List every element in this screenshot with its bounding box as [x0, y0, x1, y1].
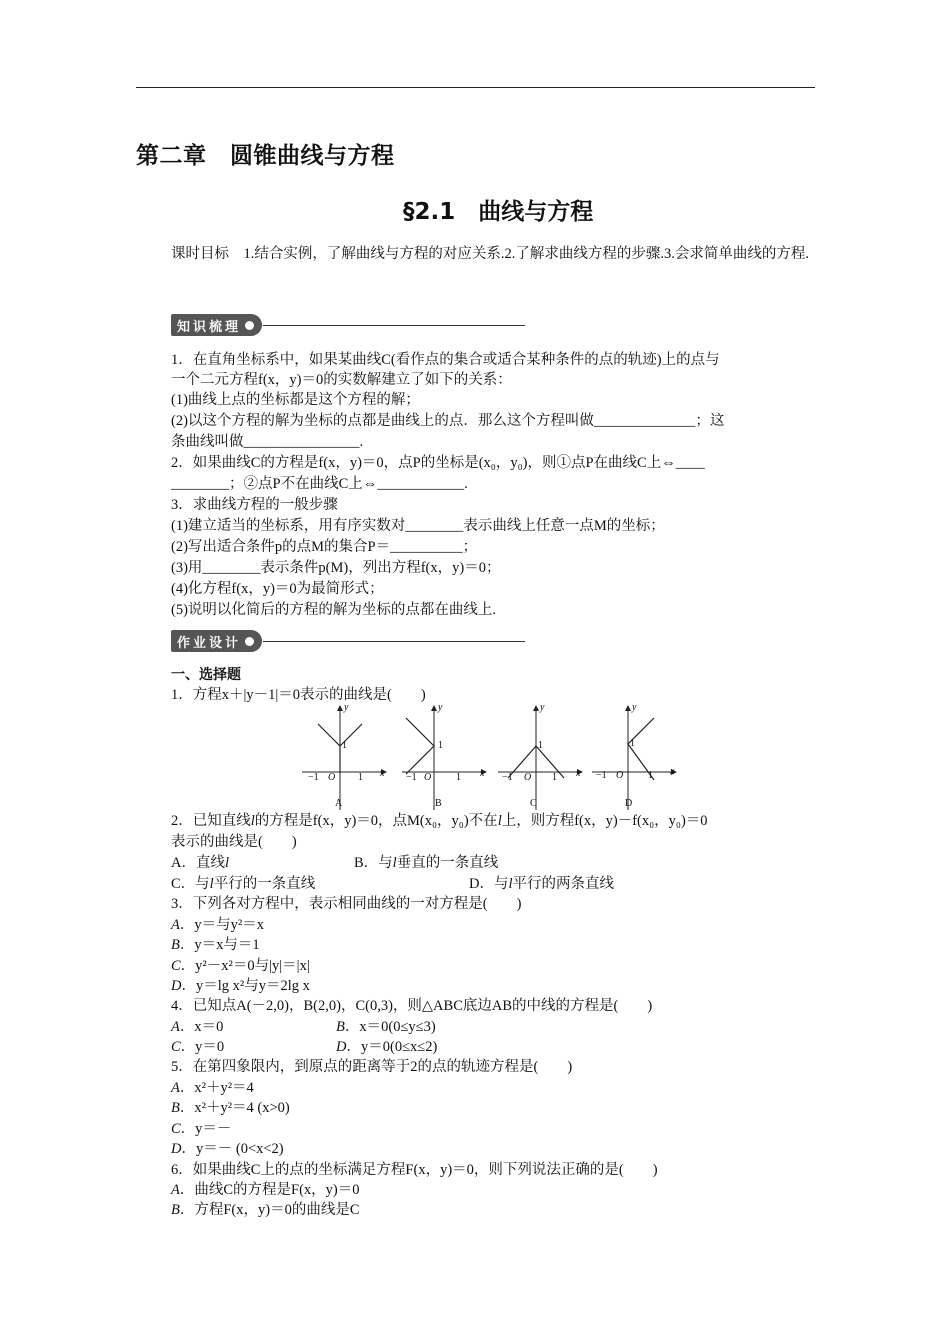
q2-text-3: 上，则方程f(x，y)－f(x₀，y₀)＝0: [501, 813, 708, 829]
opt-letter: C: [171, 958, 181, 974]
badge-dot-icon: [245, 637, 254, 646]
q5-b-text: x²＋y²＝4 (x>0): [194, 1100, 290, 1116]
graph-d: [592, 706, 676, 810]
q3-option-a: [171, 915, 264, 936]
graph-a-x-label: x: [380, 768, 385, 779]
graph-b-neg-one: −1: [406, 772, 417, 783]
q5-c-text: y＝－: [195, 1121, 232, 1137]
opt-letter: D: [171, 978, 182, 994]
graph-a-origin: O: [328, 772, 336, 783]
knowledge-1c: (1)曲线上点的坐标都是这个方程的解；: [171, 392, 420, 408]
question-5: 5．在第四象限内，到原点的距离等于2的点的轨迹方程是( ): [171, 1059, 573, 1075]
graph-a-neg-one: −1: [308, 772, 319, 783]
knowledge-1b: 一个二元方程f(x，y)＝0的实数解建立了如下的关系：: [171, 372, 512, 388]
graph-c-origin: O: [524, 772, 532, 783]
q4-b-text: x＝0(0≤y≤3): [359, 1019, 436, 1035]
graph-d-origin: O: [616, 770, 624, 781]
q4-option-c: [171, 1037, 224, 1058]
question-4: 4．已知点A(－2,0)，B(2,0)，C(0,3)，则△ABC底边AB的中线的方程是( ): [171, 998, 653, 1014]
opt-dot: ．: [179, 1019, 195, 1035]
opt-letter: C: [171, 1121, 181, 1137]
badge-text: 知识梳理: [177, 319, 242, 335]
q4-a-text: x＝0: [194, 1019, 224, 1035]
graph-c-one-x: 1: [552, 772, 557, 783]
graph-c-y-label: y: [540, 702, 545, 713]
q2-b-text-2: 垂直的一条直线: [396, 855, 499, 871]
graph-a-one-label: 1: [342, 740, 347, 751]
q3-a-text: y＝与y²＝x: [194, 917, 264, 933]
question-6: 6．如果曲线C上的点的坐标满足方程F(x，y)＝0，则下列说法正确的是( ): [171, 1162, 658, 1178]
knowledge-1d: (2)以这个方程的解为坐标的点都是曲线上的点．那么这个方程叫做______________；这: [171, 413, 725, 429]
graph-d-one-label: 1: [630, 738, 635, 749]
q2-a-l: l: [224, 855, 230, 871]
graphs-svg: [298, 700, 682, 812]
q2-c-l: l: [209, 876, 214, 892]
graph-b-caption: B: [435, 798, 442, 809]
opt-letter: D: [171, 1141, 182, 1157]
question-1-graphs: [298, 700, 682, 812]
graph-a-one-x: 1: [358, 772, 363, 783]
q3-option-b: [171, 935, 260, 956]
q5-a-text: x²＋y²＝4: [194, 1080, 254, 1096]
graph-b: [402, 706, 486, 810]
opt-letter: A: [171, 917, 180, 933]
q6-b-text: 方程F(x，y)＝0的曲线是C: [194, 1202, 360, 1218]
opt-letter: A: [171, 1080, 180, 1096]
q4-d-text: y＝0(0≤x≤2): [360, 1039, 438, 1055]
q4-option-d: [336, 1037, 437, 1058]
q4-c-text: y＝0: [195, 1039, 225, 1055]
section-choice-questions: 一、选择题: [171, 667, 241, 683]
q2-a-text: A．直线: [171, 855, 225, 871]
question-2a: [171, 811, 708, 832]
q2-b-text-1: B．与: [354, 855, 393, 871]
graph-c: [498, 706, 582, 810]
q5-option-c: [171, 1119, 231, 1140]
graph-a-y-label: y: [344, 702, 349, 713]
knowledge-3: 3．求曲线方程的一般步骤: [171, 497, 338, 513]
q2-option-a: [171, 853, 229, 874]
graph-a: [302, 706, 386, 810]
graph-d-neg-one: −1: [596, 770, 607, 781]
q3-c-text: y²－x²＝0与|y|＝|x|: [195, 958, 310, 974]
q4-option-a: [171, 1017, 223, 1038]
graph-b-one-x: 1: [456, 772, 461, 783]
graph-b-x-label: x: [480, 768, 485, 779]
homework-badge: [171, 630, 525, 652]
graph-d-one-x: 1: [648, 770, 653, 781]
graph-d-y-label: y: [632, 702, 637, 713]
q3-b-text: y＝x与＝1: [194, 937, 260, 953]
q2-l-2: l: [497, 813, 502, 829]
q2-d-l: l: [508, 876, 513, 892]
graph-c-neg-one: −1: [502, 772, 513, 783]
knowledge-badge: [171, 314, 525, 336]
knowledge-2b: ________；②点P不在曲线C上⇔____________.: [171, 476, 468, 492]
opt-dot: ．: [180, 1039, 196, 1055]
q2-option-c: [171, 874, 315, 895]
opt-dot: ．: [179, 1182, 195, 1198]
q2-c-text-2: 平行的一条直线: [213, 876, 316, 892]
badge-text: 作业设计: [177, 635, 242, 651]
graph-c-x-label: x: [576, 768, 581, 779]
opt-letter: A: [171, 1182, 180, 1198]
q5-d-text: y＝－ (0<x<2): [195, 1141, 284, 1157]
opt-dot: ．: [181, 978, 196, 994]
q6-a-text: 曲线C的方程是F(x，y)＝0: [194, 1182, 360, 1198]
knowledge-3b: (2)写出适合条件p的点M的集合P＝__________；: [171, 539, 478, 555]
q2-d-text-2: 平行的两条直线: [512, 876, 615, 892]
badge-rule: [263, 325, 525, 326]
q6-option-b: [171, 1200, 360, 1221]
question-3: 3．下列各对方程中，表示相同曲线的一对方程是( ): [171, 896, 522, 912]
question-2b: 表示的曲线是( ): [171, 834, 297, 850]
badge-rule: [263, 641, 525, 642]
graph-b-y-label: y: [438, 702, 443, 713]
graph-d-x-label: x: [670, 766, 675, 777]
knowledge-3a: (1)建立适当的坐标系，用有序实数对________表示曲线上任意一点M的坐标；: [171, 518, 665, 534]
section-title: §2.1 曲线与方程: [403, 199, 594, 225]
opt-dot: ．: [180, 958, 196, 974]
q2-d-text-1: D．与: [469, 876, 509, 892]
q5-option-b: [171, 1098, 290, 1119]
opt-dot: ．: [180, 1121, 196, 1137]
knowledge-1e: 条曲线叫做________________.: [171, 434, 364, 450]
knowledge-1a: 1．在直角坐标系中，如果某曲线C(看作点的集合或适合某种条件的点的轨迹)上的点与: [171, 352, 720, 368]
graph-d-caption: D: [625, 798, 633, 809]
opt-letter: B: [171, 1202, 180, 1218]
top-rule: [136, 87, 815, 88]
lesson-objectives: 课时目标 1.结合实例，了解曲线与方程的对应关系.2.了解求曲线方程的步骤.3.会求简单曲线的方程.: [171, 246, 809, 262]
graph-a-caption: A: [335, 798, 343, 809]
knowledge-3d: (4)化方程f(x，y)＝0为最简形式；: [171, 581, 384, 597]
q2-text-1: 2．已知直线: [171, 813, 251, 829]
opt-dot: ．: [344, 1019, 360, 1035]
q6-option-a: [171, 1180, 360, 1201]
knowledge-3e: (5)说明以化简后的方程的解为坐标的点都在曲线上.: [171, 602, 497, 618]
opt-letter: D: [336, 1039, 347, 1055]
q2-l-1: l: [250, 813, 255, 829]
graph-c-caption: C: [530, 798, 537, 809]
opt-letter: B: [171, 1100, 180, 1116]
graph-b-origin: O: [424, 772, 432, 783]
opt-letter: C: [171, 1039, 181, 1055]
opt-dot: ．: [179, 1100, 195, 1116]
opt-letter: B: [336, 1019, 345, 1035]
graph-c-one-label: 1: [538, 740, 543, 751]
opt-letter: A: [171, 1019, 180, 1035]
opt-dot: ．: [179, 1202, 195, 1218]
q2-text-2: 的方程是f(x，y)＝0，点M(x₀，y₀)不在: [254, 813, 498, 829]
q2-c-text-1: C．与: [171, 876, 210, 892]
chapter-title: 第二章 圆锥曲线与方程: [136, 143, 395, 169]
q3-option-c: [171, 956, 310, 977]
badge-label: [171, 314, 262, 336]
opt-dot: ．: [346, 1039, 361, 1055]
q2-b-l: l: [392, 855, 397, 871]
opt-dot: ．: [179, 937, 195, 953]
q2-option-d: [469, 874, 614, 895]
q3-d-text: y＝lg x²与y＝2lg x: [195, 978, 310, 994]
question-1: 1．方程x＋|y－1|＝0表示的曲线是( ): [171, 687, 426, 703]
badge-label: [171, 630, 262, 652]
q5-option-d: [171, 1139, 284, 1160]
q3-option-d: [171, 976, 310, 997]
q2-option-b: [354, 853, 498, 874]
badge-dot-icon: [245, 321, 254, 330]
opt-letter: B: [171, 937, 180, 953]
graph-b-one-label: 1: [438, 740, 443, 751]
knowledge-2a: 2．如果曲线C的方程是f(x，y)＝0，点P的坐标是(x₀，y₀)，则①点P在曲线C上⇔____: [171, 455, 705, 471]
q5-option-a: [171, 1078, 254, 1099]
knowledge-3c: (3)用________表示条件p(M)，列出方程f(x，y)＝0；: [171, 560, 501, 576]
q4-option-b: [336, 1017, 436, 1038]
opt-dot: ．: [179, 1080, 195, 1096]
opt-dot: ．: [181, 1141, 196, 1157]
opt-dot: ．: [179, 917, 195, 933]
